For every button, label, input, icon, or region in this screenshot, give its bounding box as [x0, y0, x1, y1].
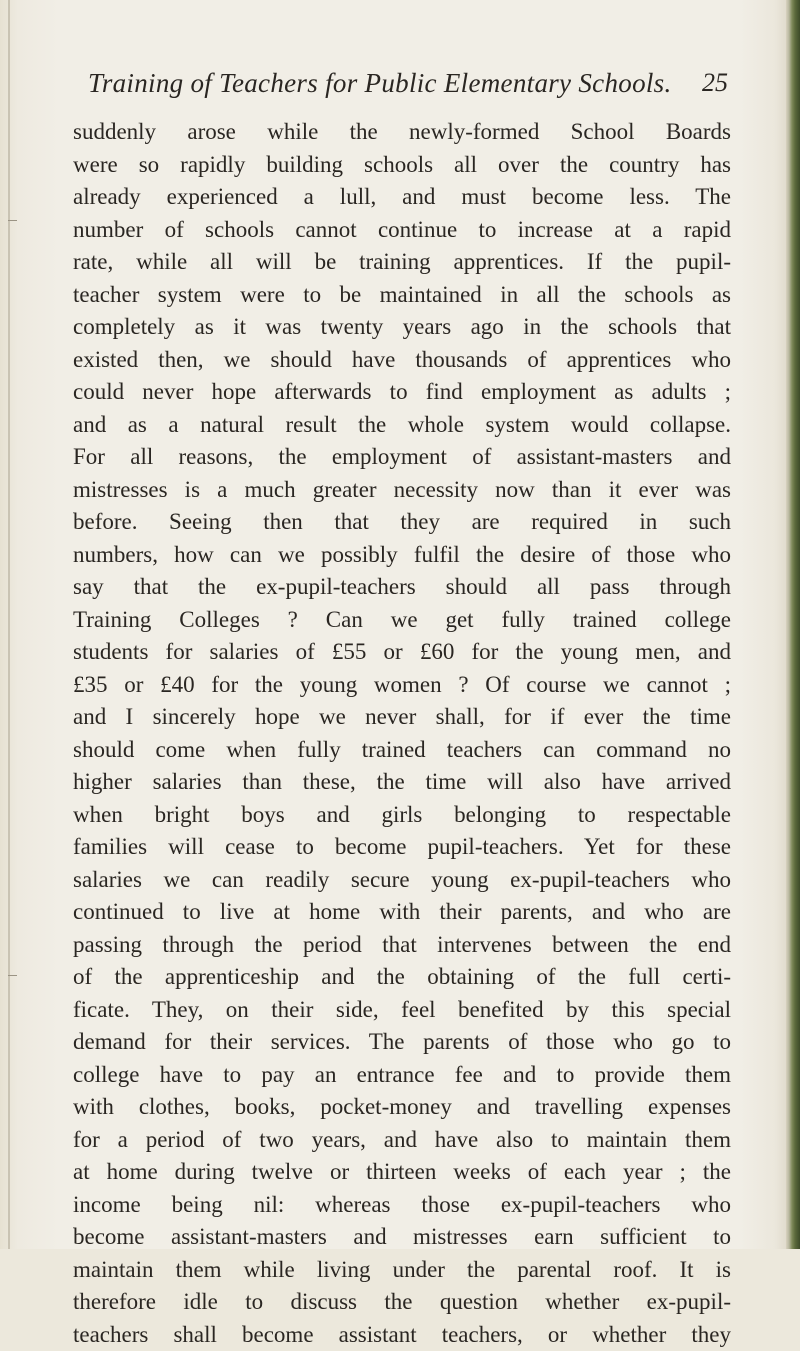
- text-line: Training Colleges ? Can we get fully trained college: [73, 604, 731, 637]
- text-line: completely as it was twenty years ago in the schools that: [73, 311, 731, 344]
- text-line: become assistant-masters and mistresses earn sufficient to: [73, 1221, 731, 1254]
- text-line: were so rapidly building schools all over the country has: [73, 149, 731, 182]
- body-text: [73, 116, 731, 1351]
- text-line: at home during twelve or thirteen weeks of each year ; the: [73, 1156, 731, 1189]
- text-line: families will cease to become pupil-teachers. Yet for these: [73, 831, 731, 864]
- book-spine-edge: [786, 0, 800, 1249]
- text-line: should come when fully trained teachers can command no: [73, 734, 731, 767]
- text-line: suddenly arose while the newly-formed School Boards: [73, 116, 731, 149]
- page-left-edge: [8, 0, 10, 1249]
- text-line: salaries we can readily secure young ex-pupil-teachers who: [73, 864, 731, 897]
- text-line: maintain them while living under the parental roof. It is: [73, 1254, 731, 1287]
- text-line: already experienced a lull, and must become less. The: [73, 181, 731, 214]
- text-line: college have to pay an entrance fee and to provide them: [73, 1059, 731, 1092]
- text-line: and I sincerely hope we never shall, for if ever the time: [73, 701, 731, 734]
- text-line: teacher system were to be maintained in all the schools as: [73, 279, 731, 312]
- text-line: number of schools cannot continue to increase at a rapid: [73, 214, 731, 247]
- text-line: for a period of two years, and have also to maintain them: [73, 1124, 731, 1157]
- text-line: students for salaries of £55 or £60 for the young men, and: [73, 636, 731, 669]
- text-line: when bright boys and girls belonging to respectable: [73, 799, 731, 832]
- running-header: [88, 68, 728, 104]
- text-line: passing through the period that intervenes between the end: [73, 929, 731, 962]
- text-line: of the apprenticeship and the obtaining of the full certi-: [73, 961, 731, 994]
- text-line: before. Seeing then that they are required in such: [73, 506, 731, 539]
- margin-mark: [8, 220, 17, 221]
- text-line: rate, while all will be training apprentices. If the pupil-: [73, 246, 731, 279]
- text-line: mistresses is a much greater necessity now than it ever was: [73, 474, 731, 507]
- page-number: 25: [702, 68, 728, 98]
- text-line: higher salaries than these, the time will also have arrived: [73, 766, 731, 799]
- text-line: For all reasons, the employment of assistant-masters and: [73, 441, 731, 474]
- text-line: say that the ex-pupil-teachers should all pass through: [73, 571, 731, 604]
- text-line: teachers shall become assistant teachers, or whether they: [73, 1319, 731, 1351]
- text-line: numbers, how can we possibly fulfil the desire of those who: [73, 539, 731, 572]
- text-line: existed then, we should have thousands of apprentices who: [73, 344, 731, 377]
- text-line: income being nil: whereas those ex-pupil-teachers who: [73, 1189, 731, 1222]
- text-line: could never hope afterwards to find employment as adults ;: [73, 376, 731, 409]
- text-line: and as a natural result the whole system would collapse.: [73, 409, 731, 442]
- text-line: demand for their services. The parents of those who go to: [73, 1026, 731, 1059]
- running-title: Training of Teachers for Public Elementary Schools.: [88, 68, 672, 99]
- margin-mark: [8, 975, 17, 976]
- text-line: £35 or £40 for the young women ? Of course we cannot ;: [73, 669, 731, 702]
- text-line: continued to live at home with their parents, and who are: [73, 896, 731, 929]
- text-line: therefore idle to discuss the question whether ex-pupil-: [73, 1286, 731, 1319]
- text-line: ficate. They, on their side, feel benefited by this special: [73, 994, 731, 1027]
- text-line: with clothes, books, pocket-money and travelling expenses: [73, 1091, 731, 1124]
